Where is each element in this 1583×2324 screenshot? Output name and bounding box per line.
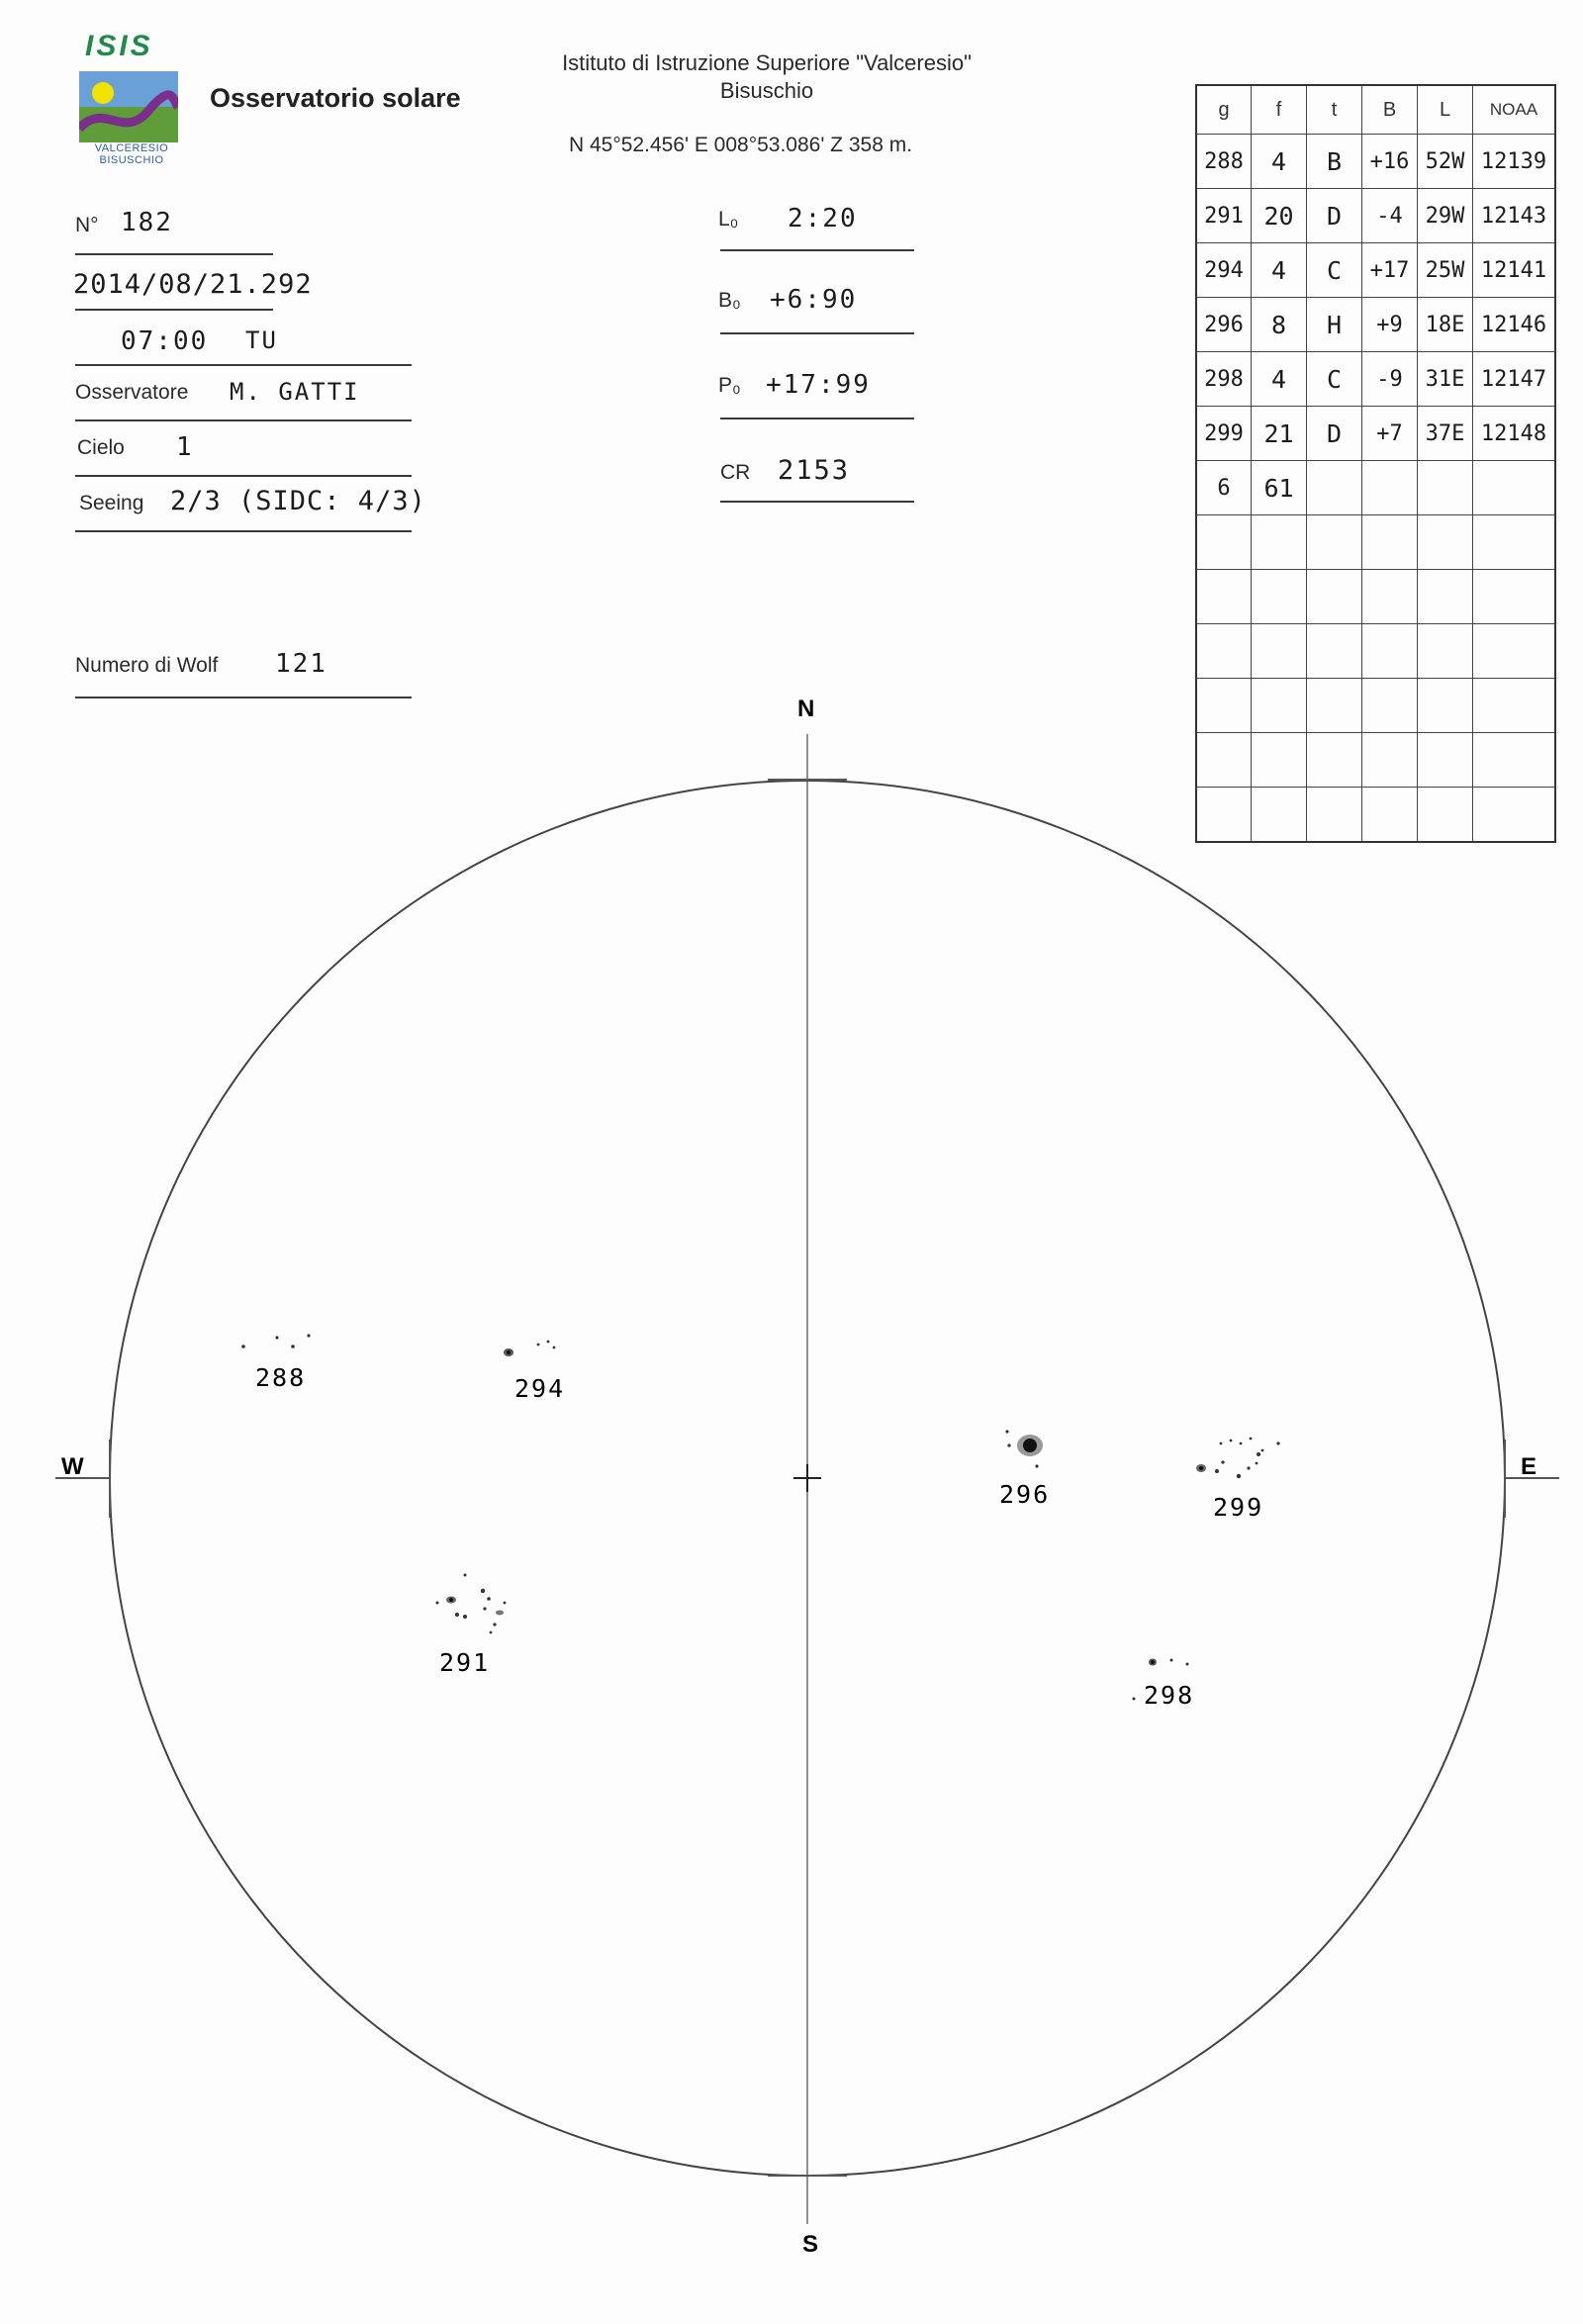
table-cell-g: 296 (1196, 298, 1252, 352)
observatory-title: Osservatorio solare (210, 83, 461, 113)
header-l: L (1418, 85, 1473, 135)
table-cell-g: 291 (1196, 189, 1252, 243)
table-cell-l: 37E (1418, 407, 1473, 461)
table-cell-f: 8 (1252, 298, 1307, 352)
group-label-299: 299 (1213, 1493, 1264, 1522)
table-cell-noaa (1473, 679, 1556, 733)
direction-south: S (802, 2231, 819, 2258)
wolf-number-rule (75, 697, 412, 698)
sunspot-groups-table (1195, 84, 1556, 843)
table-cell-noaa: 12143 (1473, 189, 1556, 243)
table-cell-t (1307, 788, 1362, 843)
table-cell-t (1307, 461, 1362, 515)
table-cell-f: 4 (1252, 352, 1307, 407)
table-cell-f: 4 (1252, 243, 1307, 298)
table-row (1196, 679, 1555, 733)
center-cross-icon (793, 1464, 821, 1492)
direction-north: N (797, 696, 815, 722)
table-row (1196, 461, 1555, 515)
table-cell-b: -4 (1362, 189, 1418, 243)
table-cell-g: 298 (1196, 352, 1252, 407)
table-cell-l: 25W (1418, 243, 1473, 298)
cr-value: 2153 (778, 455, 851, 486)
logo-caption (77, 142, 186, 166)
table-row (1196, 788, 1555, 843)
sunspot-group-298 (1133, 1659, 1189, 1701)
sunspot-group-291 (436, 1574, 507, 1634)
time-unit: TU (245, 326, 278, 354)
wolf-number-label: Numero di Wolf (75, 654, 219, 677)
table-cell-f: 61 (1252, 461, 1307, 515)
institute-line2: Bisuschio (719, 78, 814, 103)
table-cell-g (1196, 733, 1252, 788)
time-value: 07:00 (121, 326, 209, 356)
table-cell-t: H (1307, 298, 1362, 352)
group-label-296: 296 (999, 1480, 1051, 1509)
table-cell-noaa (1473, 515, 1556, 570)
table-row (1196, 243, 1555, 298)
seeing-rule (75, 530, 412, 532)
table-cell-f (1252, 570, 1307, 624)
number-label: N° (75, 214, 99, 236)
group-label-291: 291 (439, 1648, 491, 1677)
table-cell-noaa: 12148 (1473, 407, 1556, 461)
table-cell-t: C (1307, 352, 1362, 407)
observer-rule (75, 419, 412, 421)
table-cell-g (1196, 679, 1252, 733)
date-value: 2014/08/21.292 (73, 269, 313, 300)
table-cell-l: 18E (1418, 298, 1473, 352)
cr-rule (720, 501, 914, 503)
l0-rule (720, 249, 914, 251)
table-row (1196, 135, 1555, 189)
table-row (1196, 733, 1555, 788)
table-cell-b (1362, 515, 1418, 570)
table-cell-noaa: 12141 (1473, 243, 1556, 298)
table-cell-b (1362, 570, 1418, 624)
p0-value: +17:99 (766, 370, 871, 400)
table-cell-g (1196, 515, 1252, 570)
table-cell-noaa (1473, 788, 1556, 843)
table-cell-g (1196, 624, 1252, 679)
observer-label: Osservatore (75, 381, 189, 404)
sunspot-group-296 (1005, 1430, 1043, 1467)
table-cell-f (1252, 679, 1307, 733)
table-cell-b: +7 (1362, 407, 1418, 461)
wolf-number-value: 121 (275, 649, 327, 679)
table-cell-f (1252, 624, 1307, 679)
table-cell-t (1307, 679, 1362, 733)
table-cell-g (1196, 570, 1252, 624)
table-cell-l (1418, 515, 1473, 570)
table-cell-b: +17 (1362, 243, 1418, 298)
l0-label: L₀ (718, 208, 739, 231)
table-cell-noaa (1473, 624, 1556, 679)
header-f: f (1252, 85, 1307, 135)
table-cell-f: 21 (1252, 407, 1307, 461)
table-cell-f: 20 (1252, 189, 1307, 243)
table-cell-g: 294 (1196, 243, 1252, 298)
group-label-294: 294 (514, 1374, 566, 1403)
sky-rule (75, 475, 412, 477)
table-cell-l (1418, 624, 1473, 679)
table-cell-noaa: 12146 (1473, 298, 1556, 352)
disc-outline (110, 781, 1505, 2176)
table-cell-t (1307, 570, 1362, 624)
table-cell-t: D (1307, 407, 1362, 461)
table-row (1196, 298, 1555, 352)
table-cell-noaa: 12147 (1473, 352, 1556, 407)
table-row (1196, 570, 1555, 624)
table-cell-l: 31E (1418, 352, 1473, 407)
table-cell-g (1196, 788, 1252, 843)
sky-value: 1 (176, 432, 194, 462)
table-cell-l: 52W (1418, 135, 1473, 189)
p0-rule (720, 418, 914, 419)
logo-caption-line2: BISUSCHIO (99, 154, 164, 166)
table-cell-b: -9 (1362, 352, 1418, 407)
group-label-298: 298 (1144, 1681, 1195, 1710)
table-cell-f (1252, 733, 1307, 788)
table-cell-noaa: 12139 (1473, 135, 1556, 189)
table-cell-t (1307, 515, 1362, 570)
table-cell-b (1362, 624, 1418, 679)
cr-label: CR (720, 461, 751, 484)
logo-wordmark: ISIS (85, 30, 153, 62)
table-cell-t (1307, 733, 1362, 788)
logo-emblem-icon (79, 71, 178, 142)
table-cell-noaa (1473, 461, 1556, 515)
table-header-row (1196, 85, 1555, 135)
l0-value: 2:20 (788, 204, 858, 233)
table-cell-f (1252, 515, 1307, 570)
table-row (1196, 352, 1555, 407)
table-cell-b: +9 (1362, 298, 1418, 352)
institute-name (534, 49, 999, 105)
table-cell-b (1362, 679, 1418, 733)
table-cell-g: 299 (1196, 407, 1252, 461)
b0-label: B₀ (718, 289, 741, 312)
institute-line1: Istituto di Istruzione Superiore "Valceresio" (562, 50, 972, 75)
table-cell-f: 4 (1252, 135, 1307, 189)
table-row (1196, 515, 1555, 570)
date-rule (75, 309, 273, 311)
table-cell-f (1252, 788, 1307, 843)
table-cell-t: D (1307, 189, 1362, 243)
table-cell-b: +16 (1362, 135, 1418, 189)
time-rule (75, 364, 412, 366)
table-cell-t (1307, 624, 1362, 679)
table-cell-t: C (1307, 243, 1362, 298)
table-cell-g: 288 (1196, 135, 1252, 189)
table-row (1196, 624, 1555, 679)
number-rule (75, 253, 273, 255)
table-cell-l (1418, 788, 1473, 843)
group-label-288: 288 (255, 1363, 307, 1392)
axis-lines (55, 734, 1559, 2224)
sunspot-group-288 (241, 1334, 310, 1348)
table-row (1196, 189, 1555, 243)
direction-east: E (1521, 1453, 1537, 1480)
number-value: 182 (121, 208, 173, 237)
seeing-value: 2/3 (SIDC: 4/3) (170, 486, 426, 516)
b0-rule (720, 332, 914, 334)
table-cell-l (1418, 461, 1473, 515)
table-cell-l: 29W (1418, 189, 1473, 243)
header-b: B (1362, 85, 1418, 135)
observer-value: M. GATTI (230, 378, 360, 406)
sky-label: Cielo (77, 436, 125, 459)
sunspot-group-294 (504, 1341, 555, 1356)
p0-label: P₀ (718, 374, 741, 397)
table-cell-l (1418, 570, 1473, 624)
header-noaa: NOAA (1473, 85, 1556, 135)
sunspot-group-299 (1196, 1438, 1280, 1479)
table-cell-noaa (1473, 733, 1556, 788)
observatory-coordinates: N 45°52.456' E 008°53.086' Z 358 m. (569, 134, 913, 156)
school-logo (77, 30, 186, 166)
table-cell-l (1418, 679, 1473, 733)
header-t: t (1307, 85, 1362, 135)
header-g: g (1196, 85, 1252, 135)
logo-caption-line1: VALCERESIO (94, 142, 169, 154)
seeing-label: Seeing (79, 492, 144, 514)
direction-west: W (61, 1453, 84, 1480)
b0-value: +6:90 (770, 285, 858, 315)
table-cell-t: B (1307, 135, 1362, 189)
table-cell-l (1418, 733, 1473, 788)
table-cell-g: 6 (1196, 461, 1252, 515)
table-cell-noaa (1473, 570, 1556, 624)
table-row (1196, 407, 1555, 461)
table-cell-b (1362, 733, 1418, 788)
table-cell-b (1362, 788, 1418, 843)
table-cell-b (1362, 461, 1418, 515)
